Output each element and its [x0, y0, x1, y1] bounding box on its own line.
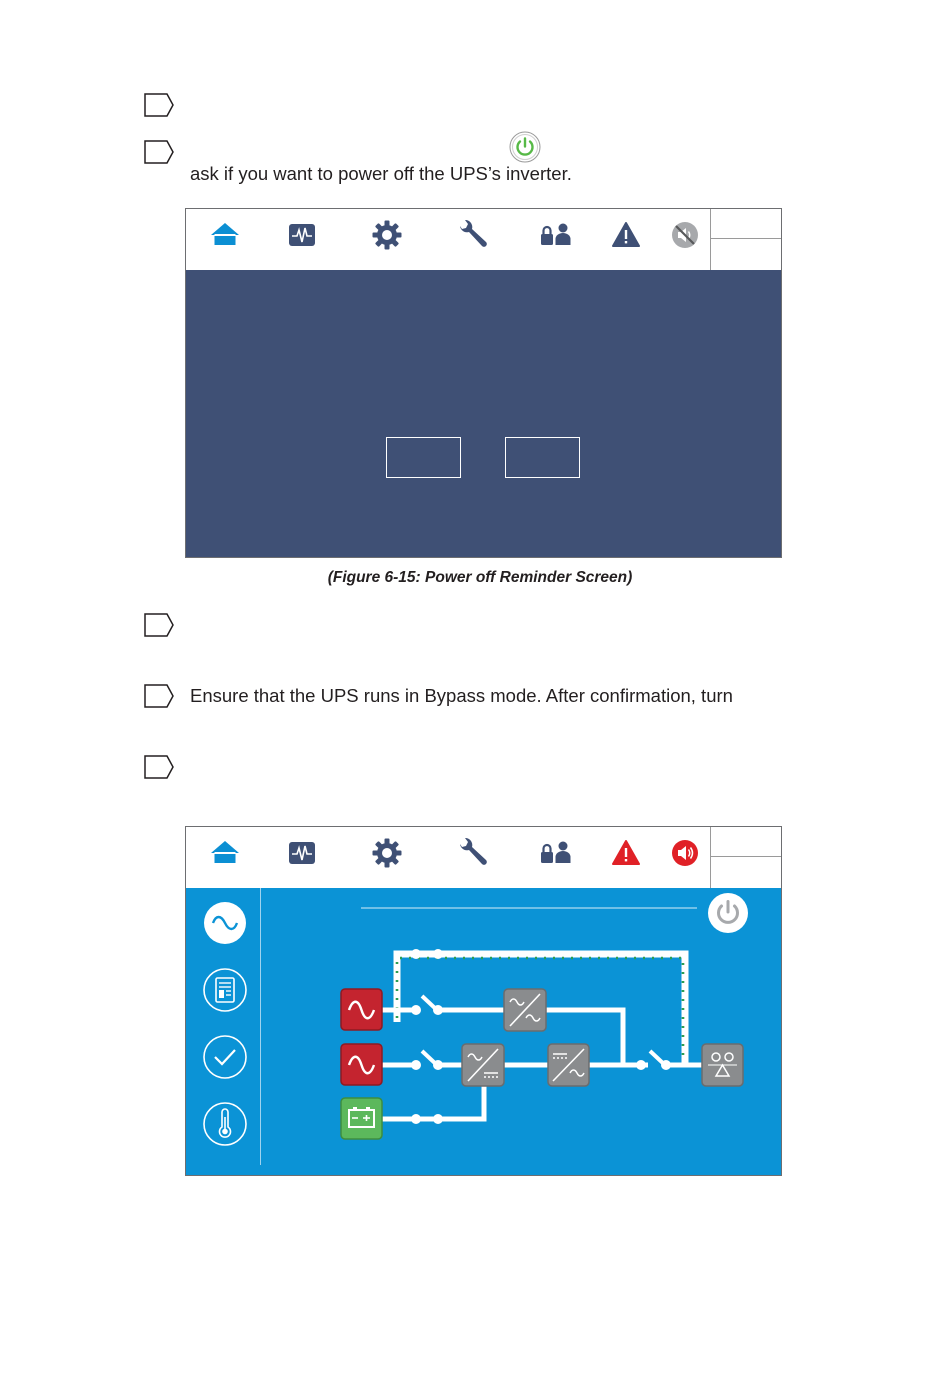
confirm-button[interactable]	[386, 437, 461, 478]
step-text-4: Ensure that the UPS runs in Bypass mode. After confirmation, turn	[190, 685, 733, 706]
waveform-icon[interactable]	[284, 835, 320, 871]
warning-icon[interactable]	[608, 835, 644, 871]
home-icon[interactable]	[207, 217, 243, 253]
gear-icon[interactable]	[369, 217, 405, 253]
junction-dot	[433, 949, 443, 959]
step-tag-1	[144, 93, 174, 117]
toolbar	[186, 827, 781, 888]
output-load-icon	[702, 1044, 743, 1086]
battery-icon	[341, 1098, 382, 1139]
cancel-button[interactable]	[505, 437, 580, 478]
figure-caption: (Figure 6-15: Power off Reminder Screen)	[327, 569, 633, 586]
waveform-icon[interactable]	[284, 217, 320, 253]
power-off-reminder-screen	[185, 208, 782, 558]
home-icon[interactable]	[207, 835, 243, 871]
gear-icon[interactable]	[369, 835, 405, 871]
junction-dot	[411, 949, 421, 959]
inverter-icon	[548, 1044, 589, 1086]
status-area	[710, 827, 781, 888]
lock-user-icon[interactable]	[538, 835, 574, 871]
main-input-icon	[341, 1044, 382, 1085]
sound-on-icon[interactable]	[667, 835, 703, 871]
bypass-mode-screen	[185, 826, 782, 1176]
bypass-input-icon	[341, 989, 382, 1030]
static-switch-icon	[504, 989, 546, 1031]
reminder-dialog	[186, 270, 781, 557]
power-icon	[509, 131, 541, 163]
rectifier-icon	[462, 1044, 504, 1086]
mute-icon[interactable]	[667, 217, 703, 253]
step-tag-2	[144, 140, 174, 164]
wrench-icon[interactable]	[454, 835, 490, 871]
warning-icon[interactable]	[608, 217, 644, 253]
lock-user-icon[interactable]	[538, 217, 574, 253]
wrench-icon[interactable]	[454, 217, 490, 253]
power-flow-diagram	[186, 888, 783, 1175]
mimic-panel	[186, 888, 781, 1175]
step-tag-4	[144, 684, 174, 708]
step-tag-5	[144, 755, 174, 779]
status-area	[710, 209, 781, 270]
step-tag-3	[144, 613, 174, 637]
step-text-2: ask if you want to power off the UPS’s inverter.	[190, 163, 572, 184]
toolbar	[186, 209, 781, 270]
